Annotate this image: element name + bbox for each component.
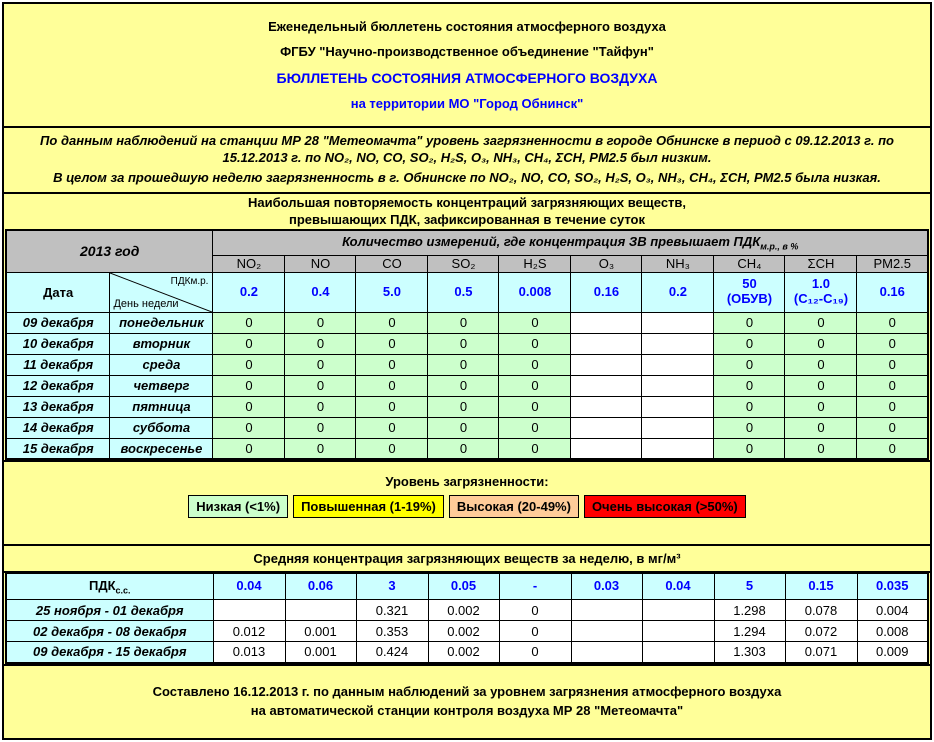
date-column-label: Дата — [6, 272, 110, 312]
date-cell: 14 декабря — [6, 417, 110, 438]
period-cell: 25 ноября - 01 декабря — [6, 600, 213, 621]
value-cell — [642, 312, 714, 333]
value-cell: 0 — [285, 354, 356, 375]
avg-value-cell — [571, 621, 642, 642]
year-header: 2013 год — [6, 230, 213, 272]
weekly-averages-section — [4, 546, 930, 666]
value-cell — [642, 438, 714, 459]
legend-item: Высокая (20-49%) — [449, 495, 579, 518]
legend-items — [188, 495, 746, 518]
avg-value-cell: 0.078 — [785, 600, 857, 621]
value-cell — [571, 333, 642, 354]
value-cell: 0 — [285, 396, 356, 417]
value-cell: 0 — [356, 354, 428, 375]
avg-value-cell: 0.321 — [356, 600, 428, 621]
legend-item: Очень высокая (>50%) — [584, 495, 746, 518]
avg-value-cell: 0.008 — [857, 621, 928, 642]
exceedance-table — [5, 229, 929, 460]
value-cell: 0 — [213, 333, 285, 354]
value-cell: 0 — [213, 417, 285, 438]
pdk-mr-value-cell: 1.0 (C₁₂-C₁₉) — [785, 272, 857, 312]
legend-item: Повышенная (1-19%) — [293, 495, 444, 518]
pdk-mr-value-cell: 0.2 — [642, 272, 714, 312]
value-cell: 0 — [213, 396, 285, 417]
weekly-averages-table — [5, 573, 929, 664]
value-cell: 0 — [356, 333, 428, 354]
pdk-ss-value-cell: 0.035 — [857, 574, 928, 600]
weekday-cell: суббота — [110, 417, 213, 438]
value-cell: 0 — [428, 417, 499, 438]
weekday-cell: понедельник — [110, 312, 213, 333]
value-cell: 0 — [356, 375, 428, 396]
pdk-ss-label-text: ПДК — [88, 577, 116, 593]
value-cell: 0 — [785, 417, 857, 438]
pdk-ss-value-cell: 0.03 — [571, 574, 642, 600]
pollutant-column-header: H₂S — [499, 255, 571, 272]
pdk-mr-label: ПДКм.р. — [170, 275, 209, 287]
value-cell: 0 — [285, 312, 356, 333]
value-cell — [571, 312, 642, 333]
value-cell: 0 — [356, 312, 428, 333]
period-cell: 09 декабря - 15 декабря — [6, 642, 213, 663]
footer-line1: Составлено 16.12.2013 г. по данным наблюдений за уровнем загрязнения атмосферного воздуха — [152, 683, 782, 699]
weekday-cell: вторник — [110, 333, 213, 354]
legend-item: Низкая (<1%) — [188, 495, 288, 518]
pdk-mr-value-cell: 0.008 — [499, 272, 571, 312]
value-cell: 0 — [785, 354, 857, 375]
value-cell: 0 — [857, 375, 928, 396]
avg-value-cell: 0.071 — [785, 642, 857, 663]
avg-value-cell: 0.072 — [785, 621, 857, 642]
measurements-header-text: Количество измерений, где концентрация ЗВ превышает ПДК — [342, 233, 761, 249]
summary-period-text: По данным наблюдений на станции МР 28 "Метеомачта" уровень загрязненности в городе Обнинске в период с 09.12.2013 г. по 15.12.2013 г. по NO₂, NO, CO, SO₂, H₂S, O₃, NH₃, CH₄, ΣCH, PM2.5 был низким. — [40, 133, 894, 165]
avg-value-cell: 0.013 — [213, 642, 285, 663]
weekday-label: День недели — [113, 297, 179, 310]
measurements-header — [213, 230, 928, 255]
value-cell — [642, 375, 714, 396]
weekly-row — [6, 600, 928, 621]
value-cell — [571, 417, 642, 438]
exceedance-title-line1: Наибольшая повторяемость концентраций загрязняющих веществ, — [247, 195, 687, 211]
date-cell: 09 декабря — [6, 312, 110, 333]
pdk-ss-label-sub: с.с. — [115, 585, 131, 596]
avg-value-cell: 0 — [499, 642, 571, 663]
avg-value-cell: 0 — [499, 600, 571, 621]
value-cell — [571, 375, 642, 396]
period-cell: 02 декабря - 08 декабря — [6, 621, 213, 642]
date-cell: 15 декабря — [6, 438, 110, 459]
diagonal-header-cell — [110, 272, 213, 312]
pdk-ss-value-cell: 5 — [714, 574, 785, 600]
pdk-mr-value-cell: 0.4 — [285, 272, 356, 312]
title-block — [4, 4, 930, 128]
value-cell: 0 — [499, 312, 571, 333]
exceedance-row — [6, 375, 928, 396]
value-cell: 0 — [356, 396, 428, 417]
exceedance-row — [6, 333, 928, 354]
value-cell: 0 — [785, 333, 857, 354]
weekday-cell: четверг — [110, 375, 213, 396]
value-cell: 0 — [857, 312, 928, 333]
value-cell: 0 — [428, 375, 499, 396]
value-cell: 0 — [213, 354, 285, 375]
avg-value-cell — [285, 600, 356, 621]
pollution-level-legend — [4, 462, 930, 546]
value-cell: 0 — [857, 417, 928, 438]
pollutant-column-header: O₃ — [571, 255, 642, 272]
exceedance-table-title — [4, 194, 930, 229]
value-cell — [642, 354, 714, 375]
legend-title: Уровень загрязненности: — [385, 474, 549, 489]
exceedance-row — [6, 312, 928, 333]
value-cell: 0 — [714, 375, 785, 396]
weekday-cell: воскресенье — [110, 438, 213, 459]
date-cell: 10 декабря — [6, 333, 110, 354]
value-cell: 0 — [428, 396, 499, 417]
pollutant-column-header: NO₂ — [213, 255, 285, 272]
pdk-ss-value-cell: - — [499, 574, 571, 600]
pollutant-column-header: PM2.5 — [857, 255, 928, 272]
pdk-ss-value-cell: 0.15 — [785, 574, 857, 600]
avg-value-cell — [571, 642, 642, 663]
value-cell: 0 — [213, 312, 285, 333]
value-cell: 0 — [857, 396, 928, 417]
exceedance-row — [6, 354, 928, 375]
avg-value-cell — [642, 600, 714, 621]
avg-value-cell — [642, 642, 714, 663]
exceedance-row — [6, 417, 928, 438]
value-cell: 0 — [356, 417, 428, 438]
value-cell — [571, 438, 642, 459]
value-cell: 0 — [499, 396, 571, 417]
organization-name: ФГБУ "Научно-производственное объединение "Тайфун" — [280, 44, 654, 60]
value-cell: 0 — [428, 438, 499, 459]
measurements-header-sub: м.р., в % — [760, 241, 799, 252]
value-cell: 0 — [714, 333, 785, 354]
summary-overall-text: В целом за прошедшую неделю загрязненность в г. Обнинске по NO₂, NO, CO, SO₂, H₂S, O₃, NH₃, CH₄, ΣCH, PM2.5 была низкая. — [53, 169, 881, 185]
avg-value-cell: 1.298 — [714, 600, 785, 621]
avg-value-cell: 0.424 — [356, 642, 428, 663]
avg-value-cell: 1.294 — [714, 621, 785, 642]
pdk-mr-value-cell: 0.5 — [428, 272, 499, 312]
weekday-cell: среда — [110, 354, 213, 375]
avg-value-cell: 0 — [499, 621, 571, 642]
pdk-ss-label — [6, 574, 213, 600]
territory-title: на территории МО "Город Обнинск" — [350, 96, 584, 112]
weekly-row — [6, 621, 928, 642]
exceedance-row — [6, 438, 928, 459]
value-cell: 0 — [714, 396, 785, 417]
pollutant-column-header: CH₄ — [714, 255, 785, 272]
avg-value-cell: 0.001 — [285, 621, 356, 642]
value-cell: 0 — [499, 354, 571, 375]
value-cell: 0 — [285, 333, 356, 354]
bulletin-subtitle: Еженедельный бюллетень состояния атмосферного воздуха — [268, 18, 666, 34]
pdk-mr-value-cell: 0.16 — [857, 272, 928, 312]
value-cell: 0 — [499, 417, 571, 438]
pdk-mr-value-cell: 5.0 — [356, 272, 428, 312]
pollutant-column-header: SO₂ — [428, 255, 499, 272]
value-cell: 0 — [285, 375, 356, 396]
pollutant-column-header: ΣCH — [785, 255, 857, 272]
value-cell: 0 — [428, 354, 499, 375]
value-cell: 0 — [714, 312, 785, 333]
bulletin-page — [2, 2, 932, 740]
avg-value-cell: 0.002 — [428, 642, 499, 663]
pdk-mr-value-cell: 0.16 — [571, 272, 642, 312]
pdk-ss-value-cell: 3 — [356, 574, 428, 600]
avg-value-cell: 0.002 — [428, 621, 499, 642]
avg-value-cell — [571, 600, 642, 621]
avg-value-cell: 0.002 — [428, 600, 499, 621]
value-cell: 0 — [428, 333, 499, 354]
value-cell: 0 — [714, 438, 785, 459]
exceedance-section — [4, 194, 930, 462]
value-cell: 0 — [499, 333, 571, 354]
value-cell: 0 — [785, 375, 857, 396]
value-cell: 0 — [714, 417, 785, 438]
exceedance-row — [6, 396, 928, 417]
pdk-ss-value-cell: 0.06 — [285, 574, 356, 600]
pdk-ss-value-cell: 0.05 — [428, 574, 499, 600]
value-cell: 0 — [213, 375, 285, 396]
value-cell: 0 — [499, 438, 571, 459]
value-cell: 0 — [285, 438, 356, 459]
weekly-table-title: Средняя концентрация загрязняющих веществ за неделю, в мг/м³ — [4, 546, 930, 573]
avg-value-cell: 0.009 — [857, 642, 928, 663]
footer-block — [4, 666, 930, 739]
pollutant-column-header: NO — [285, 255, 356, 272]
pollutant-column-header: NH₃ — [642, 255, 714, 272]
avg-value-cell: 0.012 — [213, 621, 285, 642]
value-cell: 0 — [857, 354, 928, 375]
value-cell: 0 — [356, 438, 428, 459]
pdk-ss-value-cell: 0.04 — [213, 574, 285, 600]
value-cell: 0 — [428, 312, 499, 333]
value-cell: 0 — [499, 375, 571, 396]
value-cell — [642, 396, 714, 417]
value-cell — [571, 396, 642, 417]
value-cell — [642, 417, 714, 438]
value-cell — [642, 333, 714, 354]
value-cell: 0 — [714, 354, 785, 375]
value-cell: 0 — [285, 417, 356, 438]
value-cell: 0 — [213, 438, 285, 459]
value-cell: 0 — [857, 438, 928, 459]
exceedance-title-line2: превышающих ПДК, зафиксированная в течение суток — [289, 211, 645, 227]
value-cell: 0 — [857, 333, 928, 354]
avg-value-cell: 0.004 — [857, 600, 928, 621]
pdk-mr-value-cell: 50 (ОБУВ) — [714, 272, 785, 312]
date-cell: 12 декабря — [6, 375, 110, 396]
date-cell: 13 декабря — [6, 396, 110, 417]
avg-value-cell — [642, 621, 714, 642]
pdk-ss-value-cell: 0.04 — [642, 574, 714, 600]
pdk-mr-value-cell: 0.2 — [213, 272, 285, 312]
avg-value-cell: 0.353 — [356, 621, 428, 642]
value-cell: 0 — [785, 312, 857, 333]
value-cell: 0 — [785, 438, 857, 459]
pollutant-column-header: CO — [356, 255, 428, 272]
value-cell: 0 — [785, 396, 857, 417]
bulletin-title: БЮЛЛЕТЕНЬ СОСТОЯНИЯ АТМОСФЕРНОГО ВОЗДУХА — [276, 69, 658, 86]
weekday-cell: пятница — [110, 396, 213, 417]
date-cell: 11 декабря — [6, 354, 110, 375]
footer-line2: на автоматической станции контроля воздуха МР 28 "Метеомачта" — [250, 702, 684, 718]
summary-block — [4, 128, 930, 194]
avg-value-cell — [213, 600, 285, 621]
avg-value-cell: 0.001 — [285, 642, 356, 663]
avg-value-cell: 1.303 — [714, 642, 785, 663]
weekly-row — [6, 642, 928, 663]
value-cell — [571, 354, 642, 375]
